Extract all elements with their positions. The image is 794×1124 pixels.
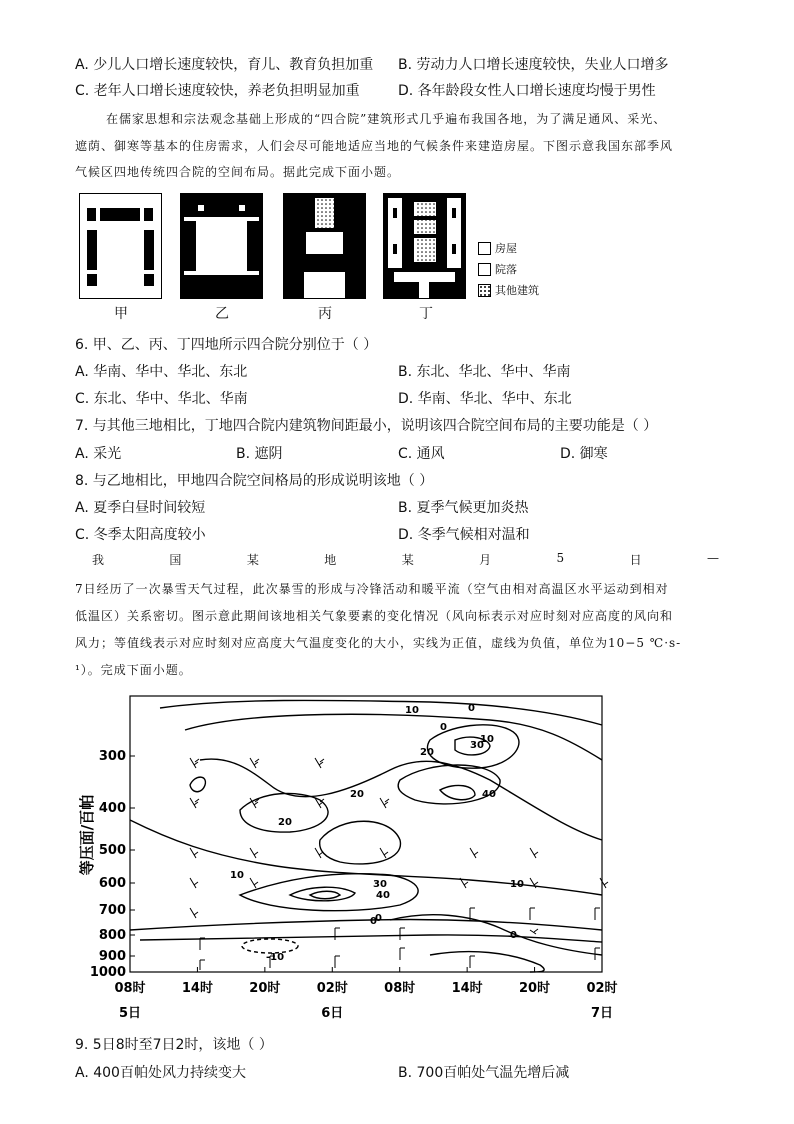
passage2-line1 bbox=[92, 551, 720, 568]
contour-label: -10 bbox=[266, 952, 285, 963]
passage2-char: — bbox=[707, 551, 720, 565]
legend-other-label: 其他建筑 bbox=[495, 284, 539, 297]
q6-option-c: C. 东北、华中、华北、华南 bbox=[75, 391, 248, 407]
contour-label: 0 bbox=[370, 916, 377, 927]
courtyard-jia-figure bbox=[79, 193, 162, 299]
x-tick-label: 02时 bbox=[586, 981, 618, 996]
q9-option-b: B. 700百帕处气温先增后减 bbox=[398, 1065, 570, 1081]
q7-option-b: B. 遮阴 bbox=[236, 446, 283, 462]
contour-label: 0 bbox=[440, 722, 447, 733]
legend-house bbox=[478, 240, 517, 256]
y-tick-label: 800 bbox=[98, 928, 126, 943]
q9-stem: 9. 5日8时至7日2时，该地（ ） bbox=[75, 1037, 273, 1053]
q5-option-c: C. 老年人口增长速度较快，养老负担明显加重 bbox=[75, 83, 360, 99]
legend-house-swatch bbox=[478, 242, 491, 255]
courtyard-ding-figure bbox=[383, 193, 466, 299]
x-tick-label: 20时 bbox=[519, 981, 551, 996]
q8-option-d: D. 冬季气候相对温和 bbox=[398, 527, 530, 543]
contour-label: 40 bbox=[376, 890, 390, 901]
x-tick-label: 14时 bbox=[451, 981, 483, 996]
passage2-char: 地 bbox=[324, 553, 338, 567]
contour-label: 30 bbox=[373, 879, 387, 890]
passage2-char: 月 bbox=[479, 553, 493, 567]
passage2-char: 5 bbox=[556, 551, 566, 565]
y-tick-label: 300 bbox=[98, 749, 126, 764]
contour-label: 20 bbox=[420, 747, 434, 758]
figure-label-ding: 丁 bbox=[419, 306, 433, 322]
legend-other-swatch bbox=[478, 284, 491, 297]
q5-option-b: B. 劳动力人口增长速度较快，失业人口增多 bbox=[398, 57, 669, 73]
q7-stem: 7. 与其他三地相比，丁地四合院内建筑物间距最小，说明该四合院空间布局的主要功能是（ ） bbox=[75, 418, 658, 434]
passage1-line2: 遮荫、御寒等基本的住房需求，人们会尽可能地适应当地的气候条件来建造房屋。下图示意我国东部季风 bbox=[75, 139, 674, 153]
y-tick-label: 400 bbox=[98, 801, 126, 816]
legend-other-building bbox=[478, 282, 539, 298]
passage2-line4: 风力；等值线表示对应时刻对应高度大气温度变化的大小，实线为正值，虚线为负值，单位为10−5 ℃·s- bbox=[75, 636, 682, 650]
q6-stem: 6. 甲、乙、丙、丁四地所示四合院分别位于（ ） bbox=[75, 337, 378, 353]
contour-label: 20 bbox=[278, 817, 292, 828]
contour-label: 0 bbox=[510, 930, 517, 941]
y-tick-label: 900 bbox=[98, 949, 126, 964]
legend-courtyard-label: 院落 bbox=[495, 263, 517, 276]
contour-label: 10 bbox=[480, 734, 494, 745]
passage2-char: 国 bbox=[169, 553, 183, 567]
q5-option-d: D. 各年龄段女性人口增长速度均慢于男性 bbox=[398, 83, 656, 99]
y-tick-label: 1000 bbox=[89, 965, 126, 980]
x-tick-label: 20时 bbox=[249, 981, 281, 996]
q9-option-a: A. 400百帕处风力持续变大 bbox=[75, 1065, 246, 1081]
passage1-line3: 气候区四地传统四合院的空间布局。据此完成下面小题。 bbox=[75, 165, 401, 179]
passage2-line5: ¹）。完成下面小题。 bbox=[75, 663, 192, 677]
q8-stem: 8. 与乙地相比，甲地四合院空间格局的形成说明该地（ ） bbox=[75, 473, 434, 489]
q6-option-d: D. 华南、华北、华中、东北 bbox=[398, 391, 572, 407]
passage1-line1: 在儒家思想和宗法观念基础上形成的“四合院”建筑形式几乎遍布我国各地，为了满足通风、采光、 bbox=[106, 112, 667, 126]
x-tick-label: 08时 bbox=[114, 981, 146, 996]
day-label: 5日 bbox=[118, 1006, 142, 1021]
contour-label: 20 bbox=[350, 789, 364, 800]
q6-option-b: B. 东北、华北、华中、华南 bbox=[398, 364, 571, 380]
passage2-char: 日 bbox=[629, 553, 643, 567]
q7-option-c: C. 通风 bbox=[398, 446, 445, 462]
day-label: 6日 bbox=[321, 1006, 344, 1021]
q6-option-a: A. 华南、华中、华北、东北 bbox=[75, 364, 248, 380]
q5-option-a: A. 少儿人口增长速度较快，育儿、教育负担加重 bbox=[75, 57, 374, 73]
passage2-char: 某 bbox=[246, 553, 260, 567]
passage2-line2: 7日经历了一次暴雪天气过程，此次暴雪的形成与冷锋活动和暖平流（空气由相对高温区水平运动到相对 bbox=[75, 582, 669, 596]
passage2-line3: 低温区）关系密切。图示意此期间该地相关气象要素的变化情况（风向标表示对应时刻对应高度的风向和 bbox=[75, 609, 674, 623]
legend-house-label: 房屋 bbox=[495, 242, 517, 255]
courtyard-yi-figure bbox=[180, 193, 263, 299]
y-axis-label: 等压面/百帕 bbox=[78, 794, 96, 876]
figure-label-bing: 丙 bbox=[318, 306, 332, 322]
x-tick-label: 14时 bbox=[181, 981, 213, 996]
day-label: 7日 bbox=[590, 1006, 614, 1021]
y-tick-label: 500 bbox=[98, 843, 126, 858]
passage2-char: 某 bbox=[401, 553, 415, 567]
weather-contour-chart bbox=[70, 690, 630, 1030]
q8-option-c: C. 冬季太阳高度较小 bbox=[75, 527, 206, 543]
legend-courtyard-swatch bbox=[478, 263, 491, 276]
x-tick-label: 08时 bbox=[384, 981, 416, 996]
contour-label: 10 bbox=[230, 870, 244, 881]
contour-label: 30 bbox=[470, 740, 484, 751]
q7-option-a: A. 采光 bbox=[75, 446, 122, 462]
contour-label: 0 bbox=[468, 703, 475, 714]
figure-label-jia: 甲 bbox=[114, 306, 128, 322]
y-tick-label: 700 bbox=[98, 903, 126, 918]
contour-label: 10 bbox=[405, 705, 419, 716]
legend-courtyard bbox=[478, 261, 517, 277]
q8-option-a: A. 夏季白昼时间较短 bbox=[75, 500, 206, 516]
y-tick-label: 600 bbox=[98, 876, 126, 891]
x-tick-label: 02时 bbox=[316, 981, 348, 996]
contour-label: 0 bbox=[375, 913, 382, 924]
q7-option-d: D. 御寒 bbox=[560, 446, 608, 462]
figure-label-yi: 乙 bbox=[215, 306, 229, 322]
passage2-char: 我 bbox=[92, 553, 106, 567]
contour-label: 40 bbox=[482, 789, 496, 800]
contour-label: 10 bbox=[510, 879, 524, 890]
courtyard-bing-figure bbox=[283, 193, 366, 299]
q8-option-b: B. 夏季气候更加炎热 bbox=[398, 500, 529, 516]
